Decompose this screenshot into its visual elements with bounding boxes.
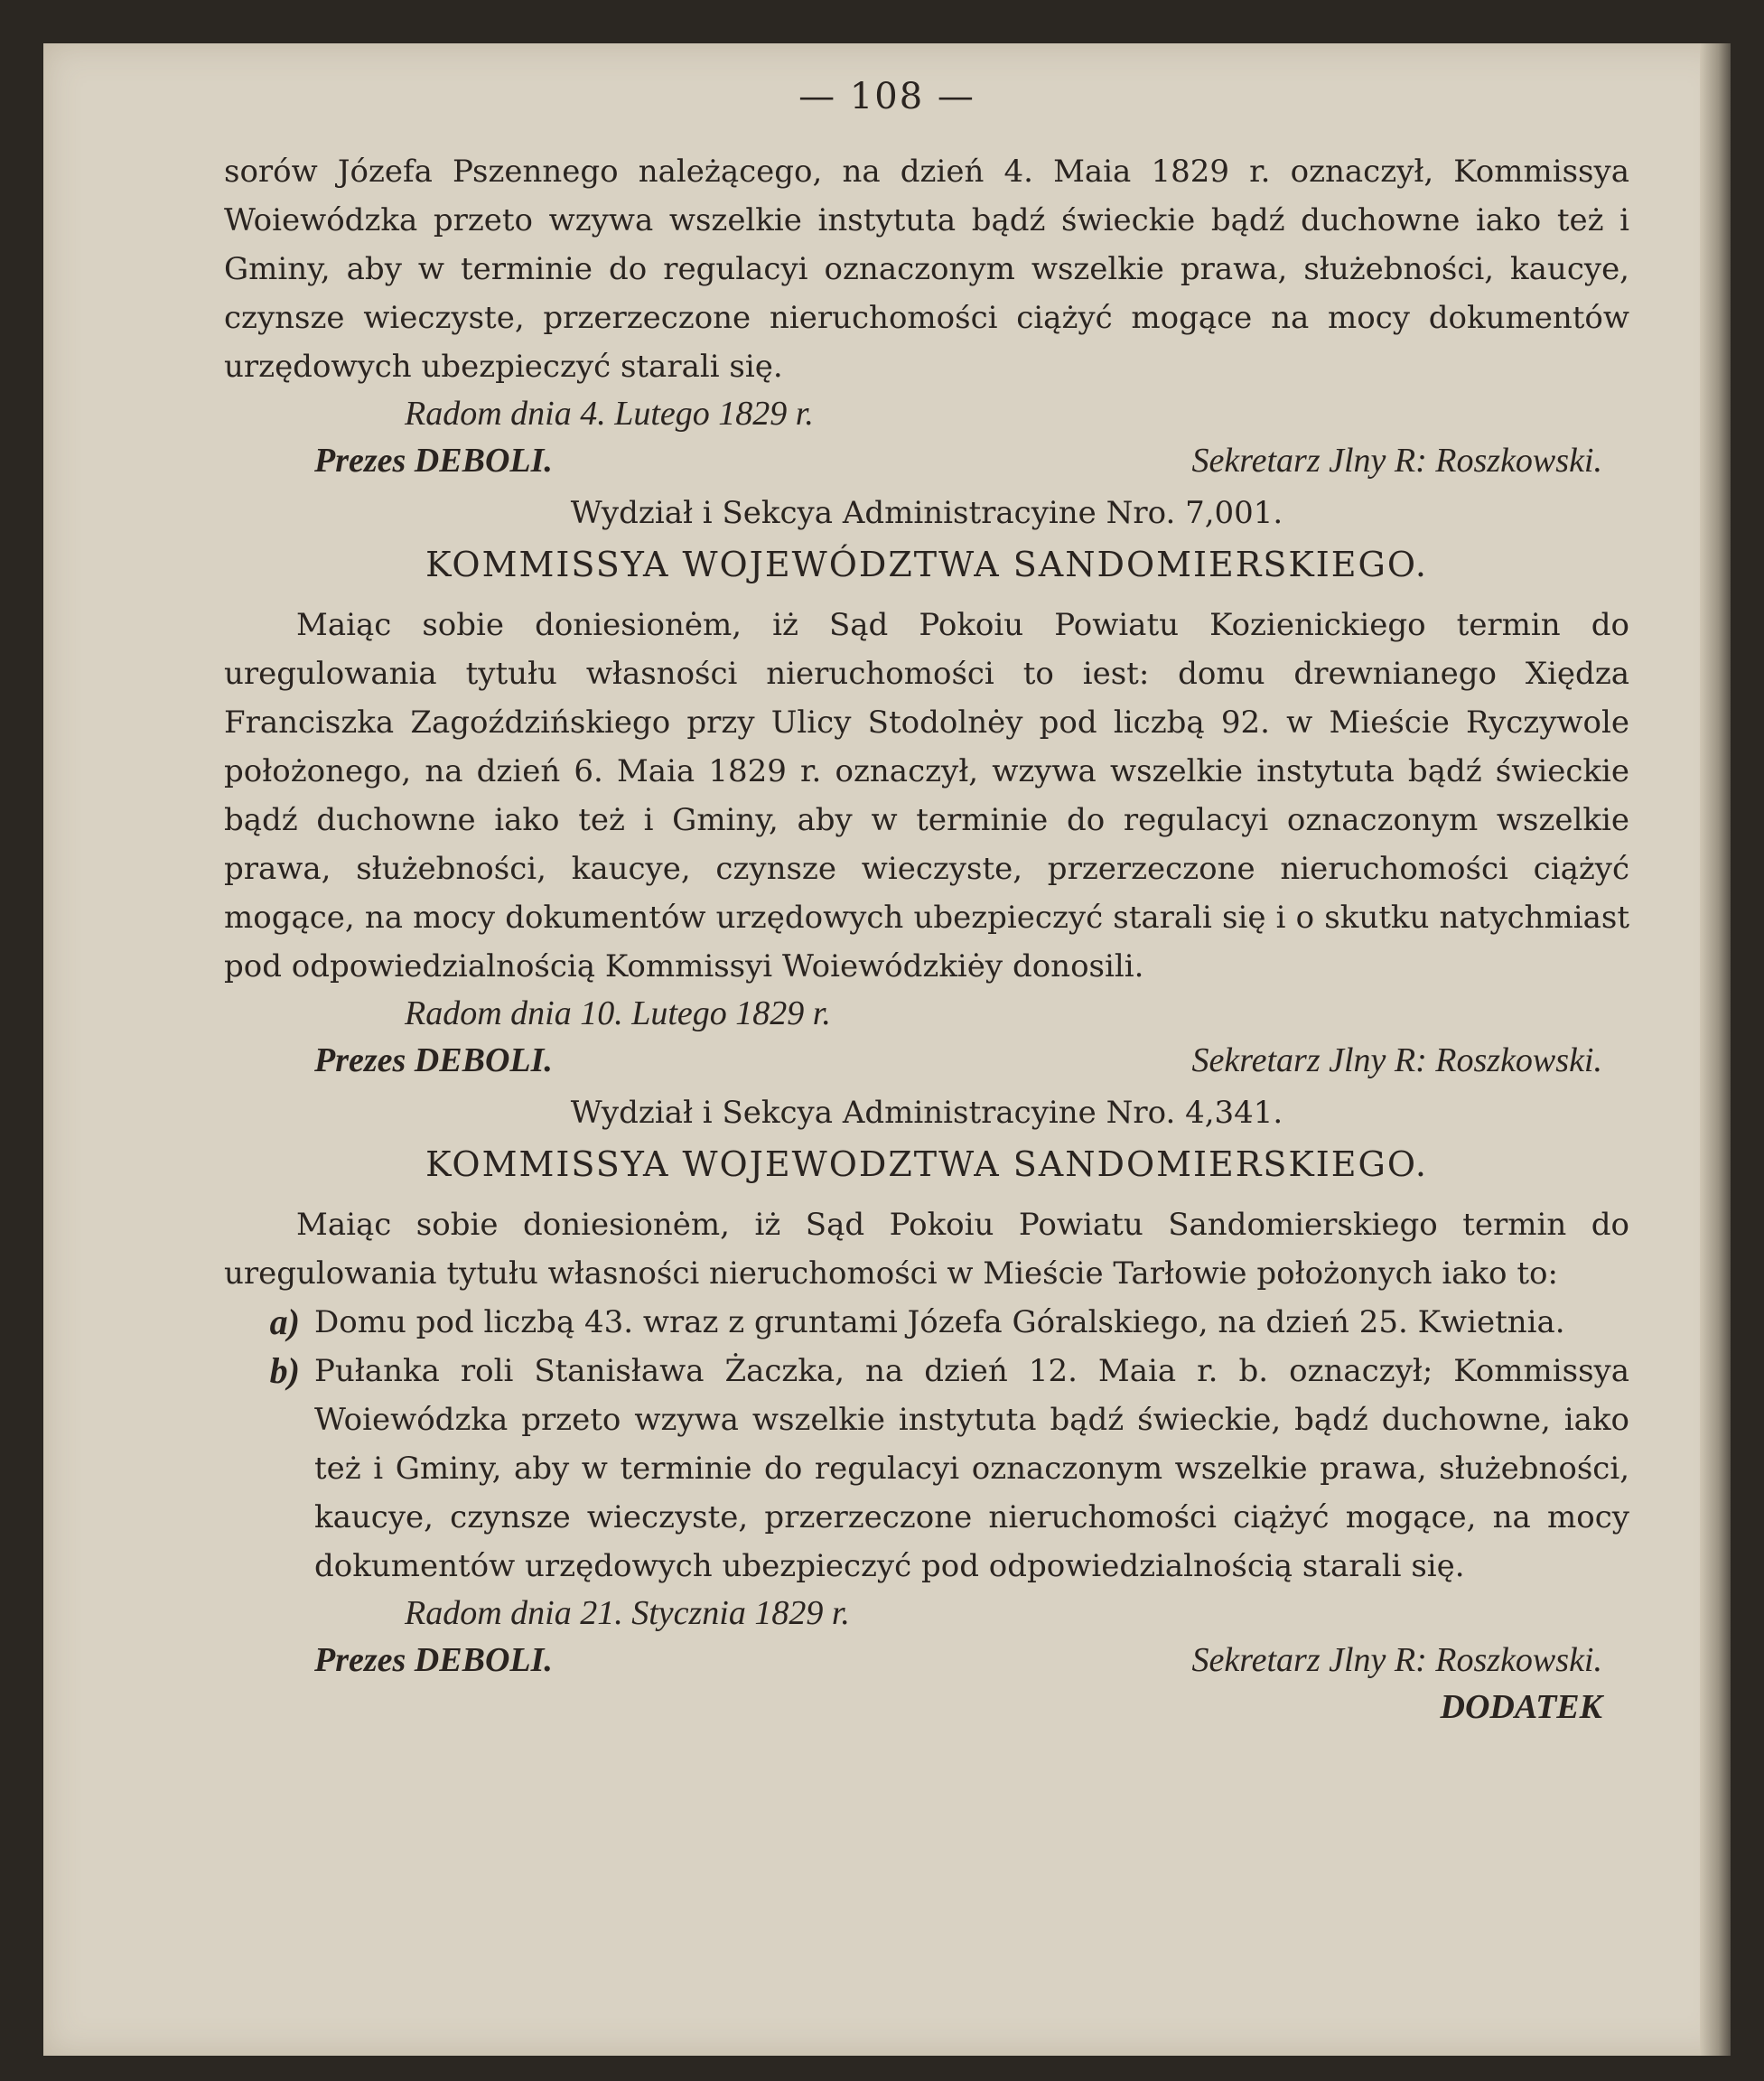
signature-line-3 xyxy=(224,1636,1629,1684)
page-text xyxy=(224,147,1629,1730)
list-item-text: Domu pod liczbą 43. wraz z gruntami Józefa Góralskiego, na dzień 25. Kwietnia. xyxy=(314,1304,1565,1340)
list-item xyxy=(224,1298,1629,1347)
date-line-2: Radom dnia 10. Lutego 1829 r. xyxy=(405,994,831,1032)
paragraph-2: Maiąc sobie doniesionėm, iż Sąd Pokoiu Powiatu Kozienickiego termin do uregulowania tytułu własności nieruchomości to iest: domu drewnianego Xiędza Franciszka Zagoździńskiego przy Ulicy Stodolnėy pod liczbą 92. w Mieście Ryczywole położonego, na dzień 6. Maia 1829 r. oznaczył, wzywa wszelkie instytuta bądź świeckie bądź duchowne iako też i Gminy, aby w terminie do regulacyi oznaczonym wszelkie prawa, służebności, kaucye, czynsze wieczyste, przerzeczone nieruchomości ciążyć mogące, na mocy dokumentów urzędowych ubezpieczyć starali się i o skutku natychmiast pod odpowiedzialnością Kommissyi Woiewódzkiėy donosili. xyxy=(224,607,1629,985)
paragraph-3: Maiąc sobie doniesionėm, iż Sąd Pokoiu Powiatu Sandomierskiego termin do uregulowania tytułu własności nieruchomości w Mieście Tarłowie położonych iako to: xyxy=(224,1207,1629,1292)
catchword: DODATEK xyxy=(1440,1688,1602,1726)
prezes-signature-2: Prezes DEBOLI. xyxy=(314,1041,553,1079)
date-line-3: Radom dnia 21. Stycznia 1829 r. xyxy=(405,1594,850,1632)
sekretarz-signature-1: Sekretarz Jlny R: Roszkowski. xyxy=(1191,442,1602,480)
list-item-text: Pułanka roli Stanisława Żaczka, na dzień 12. Maia r. b. oznaczył; Kommissya Woiewódzka przeto wzywa wszelkie instytuta bądź świeckie, bądź duchowne, iako też i Gminy, aby w terminie do regulacyi oznaczonym wszelkie prawa, służebności, kaucye, czynsze wieczyste, przerzeczone nieruchomości ciążyć mogące, na mocy dokumentów urzędowych ubezpieczyć pod odpowiedzialnością starali się. xyxy=(314,1353,1629,1584)
prezes-signature-1: Prezes DEBOLI. xyxy=(314,442,553,480)
sekretarz-signature-3: Sekretarz Jlny R: Roszkowski. xyxy=(1191,1641,1602,1679)
section-heading-3: KOMMISSYA WOJEWODZTWA SANDOMIERSKIEGO. xyxy=(425,1144,1428,1184)
book-page xyxy=(43,43,1731,2056)
date-line-1: Radom dnia 4. Lutego 1829 r. xyxy=(405,395,814,433)
sekretarz-signature-2: Sekretarz Jlny R: Roszkowski. xyxy=(1191,1041,1602,1079)
page-spine-shadow xyxy=(1700,43,1731,2056)
section-heading-2: KOMMISSYA WOJEWÓDZTWA SANDOMIERSKIEGO. xyxy=(425,545,1428,584)
wydzial-line-3: Wydział i Sekcya Administracyine Nro. 4,341. xyxy=(570,1095,1283,1131)
wydzial-line-2: Wydział i Sekcya Administracyine Nro. 7,001. xyxy=(570,495,1283,531)
prezes-signature-3: Prezes DEBOLI. xyxy=(314,1641,553,1679)
signature-line-1 xyxy=(224,436,1629,485)
signature-line-2 xyxy=(224,1036,1629,1085)
paragraph-1: sorów Józefa Pszennego należącego, na dzień 4. Maia 1829 r. oznaczył, Kommissya Woiewódzka przeto wzywa wszelkie instytuta bądź świeckie bądź duchowne iako też i Gminy, aby w terminie do regulacyi oznaczonym wszelkie prawa, służebności, kaucye, czynsze wieczyste, przerzeczone nieruchomości ciążyć mogące na mocy dokumentów urzędowych ubezpieczyć starali się. xyxy=(224,154,1629,385)
list-item-marker: a) xyxy=(269,1302,300,1342)
list-item xyxy=(224,1347,1629,1591)
list-item-marker: b) xyxy=(269,1350,300,1391)
page-number: — 108 — xyxy=(798,76,975,117)
